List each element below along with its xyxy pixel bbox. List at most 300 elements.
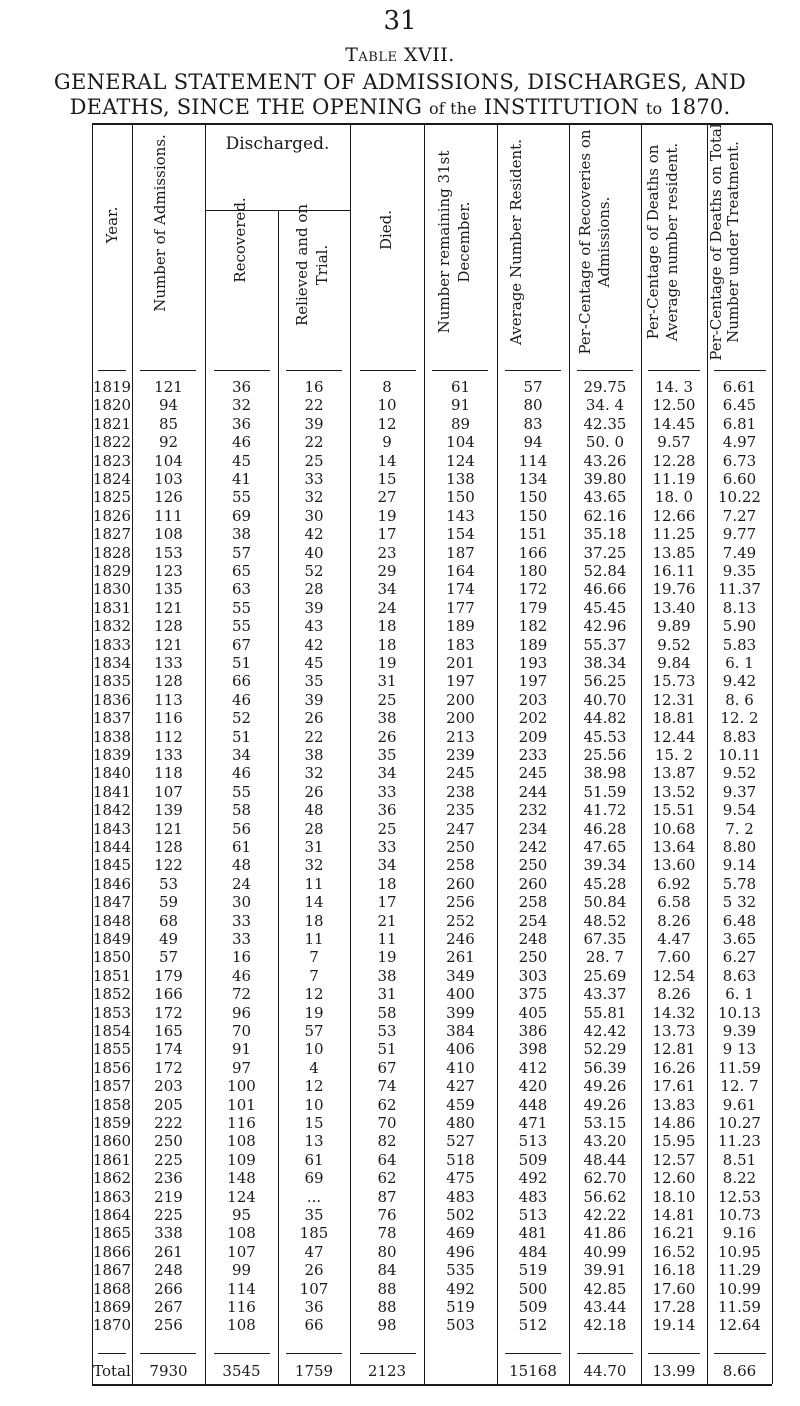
cell-relieved: 66 [304, 1316, 324, 1335]
cell-remaining: 535 [446, 1261, 475, 1280]
cell-pct-deaths-total: 10.73 [718, 1206, 761, 1224]
cell-pct-deaths-total: 12. 7 [720, 1077, 759, 1096]
cell-admissions: 108 [154, 525, 183, 544]
cell-year: 1827 [92, 525, 132, 544]
cell-recovered: 46 [231, 764, 252, 783]
cell-died: 31 [377, 985, 397, 1004]
cell-pct-deaths-total: 8.80 [722, 838, 757, 856]
cell-pct-deaths-average: 12.60 [652, 1169, 696, 1188]
cell-died: 11 [377, 930, 397, 948]
cell-died: 62 [377, 1095, 397, 1114]
cell-year: 1822 [92, 433, 132, 452]
cell-pct-deaths-average: 13.85 [652, 543, 696, 562]
cell-recovered: 70 [231, 1022, 252, 1040]
header-admissions: Number of Admissions. [151, 134, 169, 312]
cell-relieved: 22 [304, 396, 324, 415]
cell-relieved: 11 [304, 930, 324, 948]
cell-remaining: 143 [446, 506, 475, 525]
cell-average: 481 [518, 1224, 548, 1243]
cell-average: 303 [518, 966, 548, 985]
header-rule [577, 370, 633, 371]
cell-pct-deaths-total: 9.77 [722, 525, 757, 544]
cell-relieved: 10 [304, 1095, 324, 1114]
table-row [0, 1243, 800, 1263]
table-row [0, 1298, 800, 1318]
cell-pct-recoveries: 37.25 [583, 543, 627, 562]
cell-admissions: 111 [154, 506, 183, 525]
cell-pct-recoveries: 47.65 [583, 838, 627, 856]
cell-relieved: 48 [304, 801, 324, 820]
cell-remaining: 260 [446, 874, 475, 893]
cell-relieved: 40 [304, 543, 324, 562]
cell-pct-recoveries: 62.70 [583, 1169, 627, 1188]
cell-admissions: 103 [154, 470, 183, 488]
cell-admissions: 128 [154, 617, 183, 636]
cell-died: 84 [377, 1261, 397, 1280]
cell-pct-recoveries: 42.96 [583, 617, 627, 636]
cell-year: 1840 [92, 764, 132, 783]
cell-relieved: 35 [304, 1206, 324, 1224]
title-part: to [645, 99, 663, 118]
table-row [0, 1077, 800, 1097]
cell-admissions: 165 [154, 1022, 183, 1040]
cell-relieved: 10 [304, 1040, 324, 1059]
cell-relieved: 12 [304, 1077, 324, 1096]
cell-pct-deaths-total: 8.13 [722, 598, 757, 617]
table-row [0, 1169, 800, 1189]
cell-remaining: 246 [446, 930, 475, 948]
cell-relieved: 28 [304, 580, 324, 599]
cell-died: 29 [377, 562, 397, 580]
cell-remaining: 104 [446, 433, 475, 452]
cell-year: 1864 [92, 1206, 132, 1224]
cell-recovered: 72 [231, 985, 252, 1004]
cell-pct-deaths-total: 10.99 [718, 1279, 761, 1298]
cell-pct-deaths-average: 14.86 [652, 1114, 696, 1132]
cell-died: 18 [377, 874, 397, 893]
cell-recovered: 58 [231, 801, 252, 820]
cell-remaining: 427 [446, 1077, 475, 1096]
cell-died: 38 [377, 709, 397, 728]
cell-admissions: 121 [154, 635, 183, 654]
cell-died: 19 [377, 654, 397, 672]
cell-pct-recoveries: 52.29 [583, 1040, 627, 1059]
cell-admissions: 172 [154, 1058, 183, 1077]
cell-pct-recoveries: 55.37 [583, 635, 627, 654]
cell-admissions: 153 [154, 543, 183, 562]
cell-pct-deaths-total: 9 13 [722, 1040, 757, 1059]
cell-pct-deaths-average: 16.26 [652, 1058, 696, 1077]
cell-remaining: 459 [446, 1095, 475, 1114]
cell-relieved: 61 [304, 1150, 324, 1169]
cell-recovered: 61 [231, 838, 252, 856]
cell-remaining: 503 [446, 1316, 475, 1335]
cell-average: 193 [518, 654, 548, 672]
cell-average: 513 [518, 1206, 548, 1224]
cell-average: 150 [518, 506, 548, 525]
table-row [0, 930, 800, 950]
cell-remaining: 492 [446, 1279, 475, 1298]
table-row [0, 1022, 800, 1042]
cell-died: 82 [377, 1132, 397, 1151]
cell-relieved: 18 [304, 911, 324, 930]
cell-pct-deaths-average: 12.54 [652, 966, 696, 985]
cell-pct-deaths-average: 18.10 [652, 1187, 696, 1206]
cell-pct-deaths-average: 14.45 [652, 414, 696, 433]
cell-died: 23 [377, 543, 397, 562]
cell-average: 232 [518, 801, 548, 820]
cell-remaining: 519 [446, 1298, 475, 1316]
cell-pct-deaths-average: 13.87 [652, 764, 696, 783]
cell-admissions: 256 [154, 1316, 183, 1335]
cell-pct-recoveries: 44.82 [583, 709, 627, 728]
cell-year: 1821 [92, 414, 132, 433]
header-year: Year. [103, 206, 121, 244]
cell-average: 244 [518, 782, 548, 801]
cell-died: 25 [377, 819, 397, 838]
total-rule [214, 1353, 270, 1354]
cell-recovered: 56 [231, 819, 252, 838]
cell-relieved: 25 [304, 451, 324, 470]
cell-admissions: 122 [154, 856, 183, 875]
cell-pct-deaths-total: 6.48 [722, 911, 757, 930]
cell-recovered: 101 [227, 1095, 256, 1114]
cell-pct-deaths-total: 8.83 [722, 727, 757, 746]
cell-year: 1862 [92, 1169, 132, 1188]
header-rule [714, 370, 766, 371]
cell-relieved: 16 [304, 378, 324, 396]
cell-remaining: 187 [446, 543, 475, 562]
cell-pct-deaths-average: 13.52 [652, 782, 696, 801]
cell-relieved: 22 [304, 433, 324, 452]
cell-died: 53 [377, 1022, 397, 1040]
cell-died: 33 [377, 838, 397, 856]
cell-pct-recoveries: 56.25 [583, 672, 627, 691]
cell-admissions: 121 [154, 598, 183, 617]
table-row [0, 948, 800, 968]
total-label: Total [93, 1362, 131, 1380]
header-rule [505, 370, 561, 371]
header-pct-deaths-average: Per-Centage of Deaths on Average number resident. [644, 142, 681, 342]
cell-recovered: 57 [231, 543, 252, 562]
cell-relieved: 57 [304, 1022, 324, 1040]
cell-admissions: 128 [154, 672, 183, 691]
cell-recovered: 32 [231, 396, 252, 415]
cell-pct-deaths-average: 6.58 [657, 893, 691, 912]
cell-pct-recoveries: 43.37 [583, 985, 627, 1004]
title-part: INSTITUTION [476, 95, 646, 119]
cell-recovered: 33 [231, 911, 252, 930]
table-row [0, 525, 800, 545]
cell-remaining: 174 [446, 580, 475, 599]
cell-average: 166 [518, 543, 548, 562]
cell-average: 172 [518, 580, 548, 599]
cell-pct-recoveries: 39.80 [583, 470, 627, 488]
cell-pct-deaths-total: 5.78 [722, 874, 757, 893]
cell-remaining: 189 [446, 617, 475, 636]
cell-recovered: 91 [231, 1040, 252, 1059]
cell-pct-recoveries: 40.99 [583, 1242, 627, 1261]
cell-relieved: 38 [304, 746, 324, 764]
cell-relieved: 30 [304, 506, 324, 525]
cell-recovered: 69 [231, 506, 252, 525]
cell-pct-recoveries: 25.69 [583, 966, 627, 985]
cell-pct-deaths-total: 5.90 [722, 617, 757, 636]
cell-average: 202 [518, 709, 548, 728]
cell-average: 492 [518, 1169, 548, 1188]
table-row [0, 1206, 800, 1226]
cell-pct-deaths-total: 9.61 [722, 1095, 757, 1114]
cell-average: 483 [518, 1187, 548, 1206]
cell-pct-recoveries: 28. 7 [585, 948, 625, 967]
cell-died: 34 [377, 580, 397, 599]
cell-pct-deaths-average: 9.57 [657, 433, 691, 452]
cell-pct-deaths-total: 10.11 [718, 746, 761, 764]
cell-pct-deaths-total: 8. 6 [725, 690, 754, 709]
cell-pct-recoveries: 34. 4 [585, 396, 625, 415]
cell-remaining: 399 [446, 1003, 475, 1022]
cell-relieved: 7 [309, 948, 319, 967]
cell-pct-deaths-average: 15.73 [652, 672, 696, 691]
table-row [0, 783, 800, 803]
cell-pct-recoveries: 43.44 [583, 1298, 627, 1316]
cell-died: 70 [377, 1114, 397, 1132]
cell-average: 412 [518, 1058, 548, 1077]
cell-recovered: 55 [231, 782, 252, 801]
cell-pct-deaths-total: 3.65 [722, 930, 757, 948]
cell-pct-recoveries: 42.42 [583, 1022, 627, 1040]
table-row [0, 728, 800, 748]
cell-relieved: 26 [304, 782, 324, 801]
cell-relieved: 22 [304, 727, 324, 746]
cell-admissions: 248 [154, 1261, 183, 1280]
cell-admissions: 261 [154, 1242, 183, 1261]
cell-relieved: 4 [309, 1058, 319, 1077]
cell-pct-deaths-average: 13.83 [652, 1095, 696, 1114]
table-row [0, 672, 800, 692]
cell-admissions: 135 [154, 580, 183, 599]
cell-pct-deaths-average: 13.73 [652, 1022, 696, 1040]
cell-average: 509 [518, 1150, 548, 1169]
table-row [0, 1280, 800, 1300]
cell-pct-deaths-total: 9.16 [722, 1224, 757, 1243]
cell-died: 26 [377, 727, 397, 746]
cell-recovered: 45 [231, 451, 252, 470]
total-recovered: 3545 [222, 1362, 261, 1380]
cell-pct-recoveries: 40.70 [583, 690, 627, 709]
cell-recovered: 66 [231, 672, 252, 691]
cell-remaining: 349 [446, 966, 475, 985]
cell-relieved: 42 [304, 635, 324, 654]
cell-year: 1828 [92, 543, 132, 562]
cell-average: 180 [518, 562, 548, 580]
total-pct-recoveries: 44.70 [583, 1362, 627, 1380]
cell-died: 64 [377, 1150, 397, 1169]
cell-pct-recoveries: 39.91 [583, 1261, 627, 1280]
cell-admissions: 179 [154, 966, 183, 985]
cell-died: 10 [377, 396, 397, 415]
cell-admissions: 128 [154, 838, 183, 856]
table-row [0, 433, 800, 453]
cell-year: 1863 [92, 1187, 132, 1206]
cell-average: 250 [518, 856, 548, 875]
header-pct-deaths-total: Per-Centage of Deaths on Total Number under Treatment. [707, 123, 742, 361]
cell-recovered: 33 [231, 930, 252, 948]
table-row [0, 470, 800, 490]
cell-died: 58 [377, 1003, 397, 1022]
cell-pct-deaths-total: 9.37 [722, 782, 757, 801]
cell-pct-deaths-total: 12.53 [718, 1187, 761, 1206]
cell-died: 19 [377, 506, 397, 525]
cell-pct-deaths-average: 12.81 [652, 1040, 696, 1059]
cell-average: 234 [518, 819, 548, 838]
cell-recovered: 36 [231, 378, 252, 396]
cell-pct-deaths-average: 15.95 [652, 1132, 696, 1151]
cell-average: 179 [518, 598, 548, 617]
table-row [0, 1261, 800, 1281]
cell-admissions: 118 [154, 764, 183, 783]
cell-remaining: 201 [446, 654, 475, 672]
cell-pct-recoveries: 50. 0 [585, 433, 625, 452]
cell-average: 448 [518, 1095, 548, 1114]
total-rule [648, 1353, 700, 1354]
table-row [0, 617, 800, 637]
table-row [0, 764, 800, 784]
cell-pct-deaths-total: 10.95 [718, 1242, 761, 1261]
header-pct-recoveries: Per-Centage of Recoveries on Admissions. [576, 129, 613, 355]
cell-relieved: 14 [304, 893, 324, 912]
cell-year: 1830 [92, 580, 132, 599]
cell-died: 76 [377, 1206, 397, 1224]
cell-relieved: 39 [304, 598, 324, 617]
cell-year: 1843 [92, 819, 132, 838]
cell-average: 512 [518, 1316, 548, 1335]
cell-pct-deaths-total: 10.27 [718, 1114, 761, 1132]
cell-admissions: 219 [154, 1187, 183, 1206]
cell-pct-deaths-average: 17.61 [652, 1077, 696, 1096]
cell-remaining: 197 [446, 672, 475, 691]
cell-pct-deaths-total: 5.83 [722, 635, 757, 654]
cell-year: 1845 [92, 856, 132, 875]
cell-pct-deaths-average: 12.44 [652, 727, 696, 746]
cell-year: 1832 [92, 617, 132, 636]
cell-year: 1829 [92, 562, 132, 580]
cell-pct-deaths-total: 11.59 [718, 1298, 761, 1316]
cell-admissions: 121 [154, 819, 183, 838]
cell-pct-recoveries: 67.35 [583, 930, 627, 948]
cell-remaining: 150 [446, 488, 475, 507]
total-rule [505, 1353, 561, 1354]
cell-year: 1823 [92, 451, 132, 470]
cell-pct-deaths-total: 11.37 [718, 580, 761, 599]
cell-pct-recoveries: 46.28 [583, 819, 627, 838]
table-row [0, 801, 800, 821]
header-died: Died. [377, 209, 395, 251]
cell-recovered: 30 [231, 893, 252, 912]
table-row [0, 1114, 800, 1134]
total-rule [714, 1353, 766, 1354]
cell-recovered: 124 [227, 1187, 256, 1206]
cell-remaining: 256 [446, 893, 475, 912]
cell-relieved: ... [306, 1187, 322, 1206]
cell-recovered: 109 [227, 1150, 256, 1169]
cell-recovered: 95 [231, 1206, 252, 1224]
total-died: 2123 [367, 1362, 407, 1380]
cell-pct-recoveries: 25.56 [583, 746, 627, 764]
total-rule [577, 1353, 633, 1354]
cell-recovered: 51 [231, 727, 252, 746]
table-row [0, 636, 800, 656]
cell-recovered: 36 [231, 414, 252, 433]
cell-average: 519 [518, 1261, 548, 1280]
cell-pct-deaths-total: 7.27 [722, 506, 757, 525]
cell-relieved: 12 [304, 985, 324, 1004]
cell-pct-deaths-total: 9.52 [722, 764, 757, 783]
cell-pct-recoveries: 43.20 [583, 1132, 627, 1151]
cell-pct-deaths-total: 6.27 [722, 948, 757, 967]
cell-pct-deaths-total: 9.14 [722, 856, 757, 875]
cell-relieved: 36 [304, 1298, 324, 1316]
cell-pct-recoveries: 42.35 [583, 414, 627, 433]
cell-year: 1860 [92, 1132, 132, 1151]
cell-remaining: 502 [446, 1206, 475, 1224]
cell-pct-deaths-total: 6.45 [722, 396, 757, 415]
cell-pct-recoveries: 35.18 [583, 525, 627, 544]
cell-pct-recoveries: 56.62 [583, 1187, 627, 1206]
cell-remaining: 480 [446, 1114, 475, 1132]
cell-pct-deaths-total: 8.22 [722, 1169, 757, 1188]
cell-relieved: 107 [299, 1279, 329, 1298]
cell-pct-deaths-total: 11.23 [718, 1132, 761, 1151]
cell-admissions: 126 [154, 488, 183, 507]
cell-year: 1869 [92, 1298, 132, 1316]
cell-pct-deaths-total: 6. 1 [725, 654, 754, 672]
cell-died: 25 [377, 690, 397, 709]
total-rule [360, 1353, 416, 1354]
cell-pct-deaths-total: 4.97 [722, 433, 757, 452]
cell-remaining: 496 [446, 1242, 475, 1261]
cell-average: 471 [518, 1114, 548, 1132]
cell-admissions: 53 [158, 874, 179, 893]
cell-recovered: 148 [227, 1169, 256, 1188]
cell-remaining: 183 [446, 635, 475, 654]
table-row [0, 985, 800, 1005]
cell-admissions: 267 [154, 1298, 183, 1316]
cell-recovered: 65 [231, 562, 252, 580]
cell-pct-deaths-average: 12.57 [652, 1150, 696, 1169]
cell-admissions: 107 [154, 782, 183, 801]
cell-died: 27 [377, 488, 397, 507]
cell-average: 250 [518, 948, 548, 967]
cell-died: 98 [377, 1316, 397, 1335]
cell-average: 509 [518, 1298, 548, 1316]
cell-pct-deaths-average: 8.26 [657, 911, 691, 930]
header-recovered: Recovered. [231, 197, 249, 283]
cell-recovered: 34 [231, 746, 252, 764]
cell-relieved: 32 [304, 856, 324, 875]
cell-pct-deaths-average: 13.40 [652, 598, 696, 617]
cell-year: 1857 [92, 1077, 132, 1096]
cell-pct-recoveries: 45.28 [583, 874, 627, 893]
cell-recovered: 108 [227, 1224, 256, 1243]
cell-pct-recoveries: 45.53 [583, 727, 627, 746]
cell-remaining: 61 [450, 378, 471, 396]
cell-recovered: 24 [231, 874, 252, 893]
cell-died: 34 [377, 856, 397, 875]
cell-average: 80 [523, 396, 543, 415]
cell-remaining: 235 [446, 801, 475, 820]
table-row [0, 544, 800, 564]
